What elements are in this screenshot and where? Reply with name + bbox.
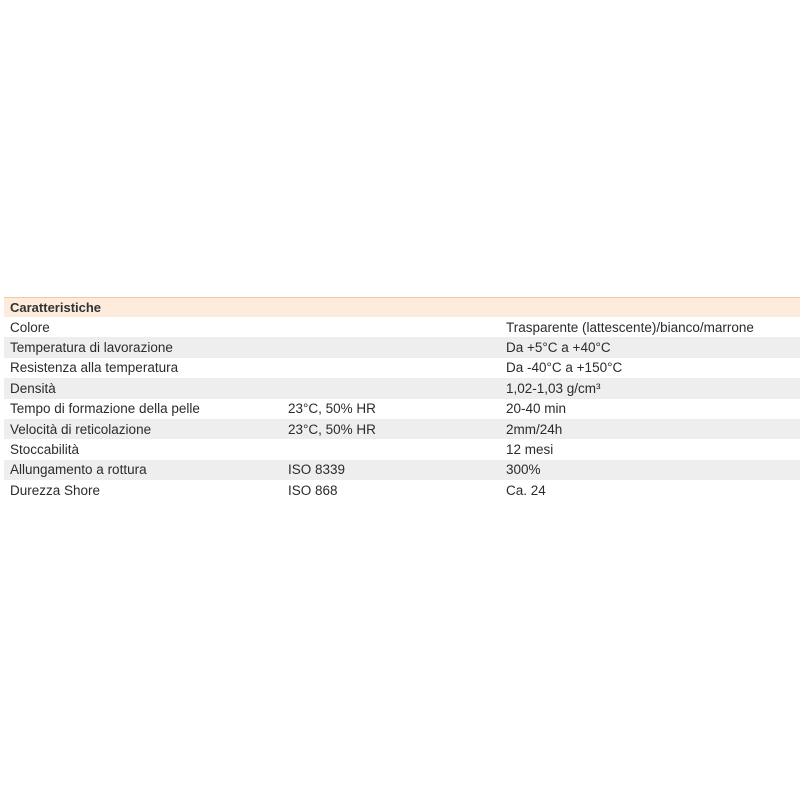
property-value: 2mm/24h <box>506 421 563 437</box>
property-condition: ISO 8339 <box>288 462 346 478</box>
table-row <box>4 358 800 378</box>
table-header: Caratteristiche <box>4 297 800 317</box>
property-name: Durezza Shore <box>10 482 101 498</box>
property-value: Trasparente (lattescente)/bianco/marrone <box>506 319 754 335</box>
property-condition: ISO 868 <box>288 482 338 498</box>
property-name: Resistenza alla temperatura <box>10 360 179 376</box>
property-condition: 23°C, 50% HR <box>288 421 376 437</box>
table-row <box>4 317 800 337</box>
table-row <box>4 480 800 500</box>
property-condition: 23°C, 50% HR <box>288 401 376 417</box>
property-value: Da -40°C a +150°C <box>506 360 623 376</box>
property-name: Stoccabilità <box>10 442 80 458</box>
table-row <box>4 460 800 480</box>
property-name: Velocità di reticolazione <box>10 421 152 437</box>
property-name: Densità <box>10 380 56 396</box>
property-value: 1,02-1,03 g/cm³ <box>506 380 601 396</box>
property-name: Tempo di formazione della pelle <box>10 401 200 417</box>
property-value: Da +5°C a +40°C <box>506 340 611 356</box>
spec-table <box>4 297 800 501</box>
property-name: Temperatura di lavorazione <box>10 340 173 356</box>
property-value: 300% <box>506 462 541 478</box>
table-row <box>4 419 800 439</box>
property-value: Ca. 24 <box>506 482 546 498</box>
table-row <box>4 337 800 357</box>
table-row <box>4 399 800 419</box>
table-row <box>4 378 800 398</box>
property-value: 20-40 min <box>506 401 567 417</box>
table-row <box>4 439 800 459</box>
property-name: Allungamento a rottura <box>10 462 147 478</box>
property-name: Colore <box>10 319 50 335</box>
property-value: 12 mesi <box>506 442 554 458</box>
